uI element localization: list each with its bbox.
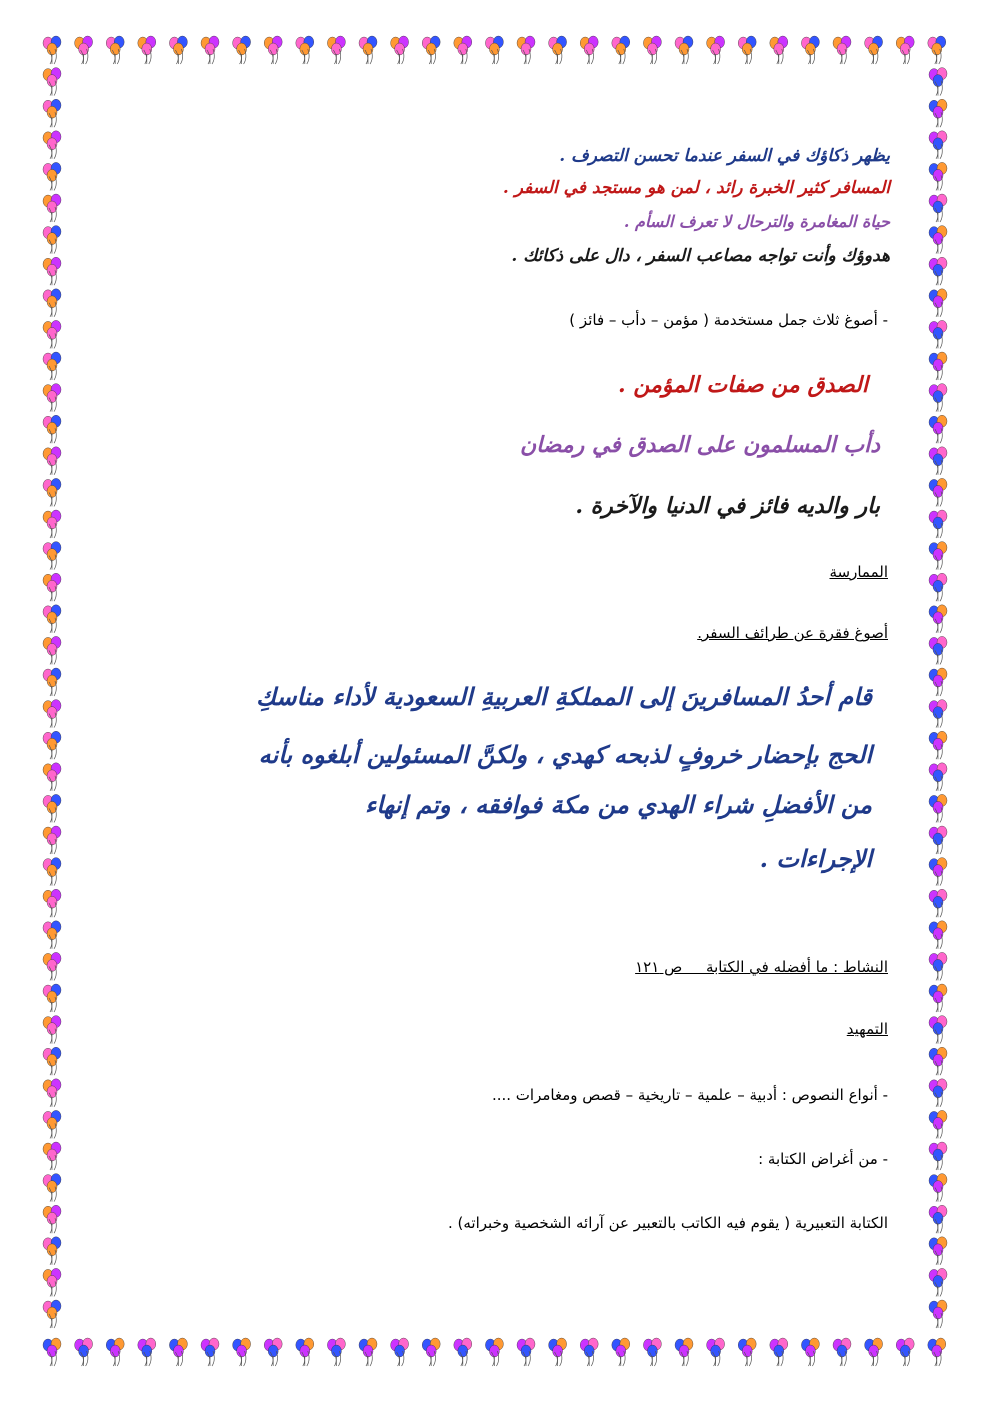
balloon-bunch-icon: [43, 447, 61, 475]
balloon-bunch-icon: [327, 36, 345, 64]
balloon-bunch-icon: [43, 1205, 61, 1233]
balloon-bunch-icon: [801, 36, 819, 64]
practice-heading: الممارسة: [829, 563, 888, 581]
balloon-bunch-icon: [43, 1268, 61, 1296]
balloon-bunch-icon: [549, 1338, 567, 1366]
top-sentence-4: هدوؤك وأنت تواجه مصاعب السفر ، دال على ذكائك .: [511, 246, 890, 266]
balloon-bunch-icon: [549, 36, 567, 64]
balloon-bunch-icon: [612, 36, 630, 64]
balloon-bunch-icon: [929, 162, 947, 190]
balloon-bunch-icon: [929, 99, 947, 127]
balloon-bunch-icon: [801, 1338, 819, 1366]
paragraph-line-2: الحج بإحضار خروفٍ لذبحه كهدي ، ولكنَّ المسئولين أبلغوه بأنه: [258, 740, 872, 769]
balloon-bunch-icon: [327, 1338, 345, 1366]
balloon-bunch-icon: [43, 478, 61, 506]
balloon-bunch-icon: [43, 99, 61, 127]
balloon-bunch-icon: [43, 921, 61, 949]
balloon-bunch-icon: [43, 352, 61, 380]
balloon-bunch-icon: [929, 952, 947, 980]
balloon-bunch-icon: [865, 36, 883, 64]
top-sentence-2: المسافر كثير الخبرة رائد ، لمن هو مستجد في السفر .: [502, 178, 890, 198]
balloon-bunch-icon: [201, 1338, 219, 1366]
balloon-bunch-icon: [707, 1338, 725, 1366]
balloon-bunch-icon: [517, 36, 535, 64]
balloon-bunch-icon: [929, 384, 947, 412]
balloon-bunch-icon: [43, 889, 61, 917]
balloon-bunch-icon: [896, 36, 914, 64]
balloon-bunch-icon: [929, 447, 947, 475]
balloon-bunch-icon: [770, 36, 788, 64]
balloon-bunch-icon: [929, 1016, 947, 1044]
balloon-bunch-icon: [454, 36, 472, 64]
balloon-bunch-icon: [43, 858, 61, 886]
balloon-bunch-icon: [865, 1338, 883, 1366]
balloon-bunch-icon: [43, 763, 61, 791]
balloon-bunch-icon: [929, 1174, 947, 1202]
balloon-bunch-icon: [43, 36, 61, 64]
balloon-bunch-icon: [929, 289, 947, 317]
top-sentence-1: يظهر ذكاؤك في السفر عندما تحسن التصرف .: [559, 146, 890, 166]
balloon-bunch-icon: [43, 984, 61, 1012]
balloon-bunch-icon: [643, 36, 661, 64]
writing-purposes: - من أغراض الكتابة :: [758, 1150, 888, 1168]
balloon-bunch-icon: [43, 384, 61, 412]
balloon-bunch-icon: [43, 573, 61, 601]
balloon-bunch-icon: [896, 1338, 914, 1366]
balloon-bunch-icon: [43, 605, 61, 633]
balloon-bunch-icon: [43, 194, 61, 222]
balloon-bunch-icon: [169, 1338, 187, 1366]
balloon-bunch-icon: [929, 731, 947, 759]
balloon-bunch-icon: [929, 668, 947, 696]
balloon-bunch-icon: [929, 1237, 947, 1265]
balloon-bunch-icon: [929, 68, 947, 96]
balloon-bunch-icon: [43, 1338, 61, 1366]
balloon-bunch-icon: [43, 1047, 61, 1075]
balloon-bunch-icon: [43, 952, 61, 980]
balloon-bunch-icon: [43, 794, 61, 822]
balloon-bunch-icon: [43, 1016, 61, 1044]
balloon-bunch-icon: [675, 1338, 693, 1366]
balloon-bunch-icon: [233, 1338, 251, 1366]
balloon-bunch-icon: [138, 1338, 156, 1366]
activity-title: النشاط : ما أفضله في الكتابة ص ١٢١: [635, 958, 888, 976]
balloon-bunch-icon: [43, 320, 61, 348]
paragraph-line-1: قام أحدُ المسافرينَ إلى المملكةِ العربيةِ السعودية لأداء مناسكِ: [256, 682, 872, 711]
balloon-bunch-icon: [43, 542, 61, 570]
balloon-bunch-icon: [75, 36, 93, 64]
practice-instruction: أصوغ فقرة عن طرائف السفر.: [697, 624, 888, 642]
balloon-bunch-icon: [43, 510, 61, 538]
balloon-bunch-icon: [929, 320, 947, 348]
balloon-bunch-icon: [169, 36, 187, 64]
balloon-bunch-icon: [43, 226, 61, 254]
balloon-bunch-icon: [75, 1338, 93, 1366]
balloon-bunch-icon: [929, 573, 947, 601]
balloon-bunch-icon: [833, 36, 851, 64]
balloon-bunch-icon: [929, 889, 947, 917]
balloon-bunch-icon: [929, 984, 947, 1012]
balloon-bunch-icon: [929, 921, 947, 949]
balloon-bunch-icon: [929, 257, 947, 285]
balloon-bunch-icon: [612, 1338, 630, 1366]
balloon-bunch-icon: [43, 700, 61, 728]
balloon-bunch-icon: [43, 162, 61, 190]
balloon-bunch-icon: [929, 510, 947, 538]
balloon-bunch-icon: [929, 1268, 947, 1296]
balloon-bunch-icon: [929, 1110, 947, 1138]
balloon-bunch-icon: [296, 1338, 314, 1366]
balloon-bunch-icon: [485, 1338, 503, 1366]
balloon-bunch-icon: [201, 36, 219, 64]
balloon-bunch-icon: [929, 763, 947, 791]
answer-sentence-2: دأب المسلمون على الصدق في رمضان: [519, 432, 880, 458]
balloon-bunch-icon: [422, 1338, 440, 1366]
balloon-bunch-icon: [43, 415, 61, 443]
balloon-bunch-icon: [517, 1338, 535, 1366]
balloon-bunch-icon: [43, 826, 61, 854]
balloon-bunch-icon: [264, 36, 282, 64]
balloon-bunch-icon: [929, 605, 947, 633]
balloon-bunch-icon: [43, 1079, 61, 1107]
balloon-bunch-icon: [738, 1338, 756, 1366]
answer-sentence-1: الصدق من صفات المؤمن .: [618, 372, 868, 398]
balloon-bunch-icon: [106, 36, 124, 64]
balloon-bunch-icon: [929, 636, 947, 664]
balloon-bunch-icon: [391, 36, 409, 64]
balloon-bunch-icon: [929, 794, 947, 822]
balloon-bunch-icon: [43, 289, 61, 317]
balloon-bunch-icon: [770, 1338, 788, 1366]
balloon-bunch-icon: [928, 36, 946, 64]
expressive-writing: الكتابة التعبيرية ( يقوم فيه الكاتب بالتعبير عن آرائه الشخصية وخبراته) .: [448, 1214, 888, 1232]
paragraph-line-4: الإجراءات .: [759, 844, 872, 873]
balloon-bunch-icon: [738, 36, 756, 64]
instruction-sentences: - أصوغ ثلاث جمل مستخدمة ( مؤمن – دأب – فائز ): [569, 311, 888, 329]
balloon-bunch-icon: [43, 1300, 61, 1328]
balloon-bunch-icon: [929, 1300, 947, 1328]
top-sentence-3: حياة المغامرة والترحال لا تعرف السأم .: [623, 212, 890, 231]
balloon-bunch-icon: [43, 1237, 61, 1265]
balloon-bunch-icon: [929, 1079, 947, 1107]
balloon-bunch-icon: [928, 1338, 946, 1366]
balloon-bunch-icon: [929, 131, 947, 159]
paragraph-line-3: من الأفضلِ شراء الهدي من مكة فوافقه ، وتم إنهاء: [365, 790, 872, 819]
balloon-bunch-icon: [929, 352, 947, 380]
balloon-bunch-icon: [43, 131, 61, 159]
balloon-bunch-icon: [675, 36, 693, 64]
balloon-bunch-icon: [359, 36, 377, 64]
balloon-bunch-icon: [296, 36, 314, 64]
balloon-bunch-icon: [929, 1205, 947, 1233]
balloon-bunch-icon: [929, 700, 947, 728]
balloon-bunch-icon: [43, 68, 61, 96]
balloon-bunch-icon: [929, 226, 947, 254]
balloon-bunch-icon: [929, 858, 947, 886]
balloon-bunch-icon: [929, 415, 947, 443]
intro-heading: التمهيد: [846, 1020, 888, 1038]
balloon-bunch-icon: [391, 1338, 409, 1366]
balloon-bunch-icon: [43, 257, 61, 285]
balloon-bunch-icon: [643, 1338, 661, 1366]
balloon-bunch-icon: [580, 36, 598, 64]
balloon-bunch-icon: [264, 1338, 282, 1366]
balloon-bunch-icon: [929, 1047, 947, 1075]
balloon-bunch-icon: [43, 1142, 61, 1170]
balloon-bunch-icon: [929, 826, 947, 854]
balloon-bunch-icon: [43, 1110, 61, 1138]
balloon-bunch-icon: [454, 1338, 472, 1366]
balloon-bunch-icon: [233, 36, 251, 64]
balloon-bunch-icon: [929, 1142, 947, 1170]
answer-sentence-3: بار والديه فائز في الدنيا والآخرة .: [575, 493, 880, 519]
balloon-bunch-icon: [43, 1174, 61, 1202]
balloon-bunch-icon: [929, 478, 947, 506]
balloon-bunch-icon: [106, 1338, 124, 1366]
balloon-bunch-icon: [43, 668, 61, 696]
balloon-bunch-icon: [485, 36, 503, 64]
balloon-bunch-icon: [359, 1338, 377, 1366]
balloon-bunch-icon: [580, 1338, 598, 1366]
balloon-bunch-icon: [422, 36, 440, 64]
balloon-bunch-icon: [833, 1338, 851, 1366]
balloon-bunch-icon: [929, 194, 947, 222]
text-types: - أنواع النصوص : أدبية – علمية – تاريخية – قصص ومغامرات ....: [491, 1086, 888, 1104]
balloon-bunch-icon: [43, 731, 61, 759]
balloon-bunch-icon: [929, 542, 947, 570]
balloon-bunch-icon: [43, 636, 61, 664]
balloon-bunch-icon: [707, 36, 725, 64]
balloon-bunch-icon: [138, 36, 156, 64]
